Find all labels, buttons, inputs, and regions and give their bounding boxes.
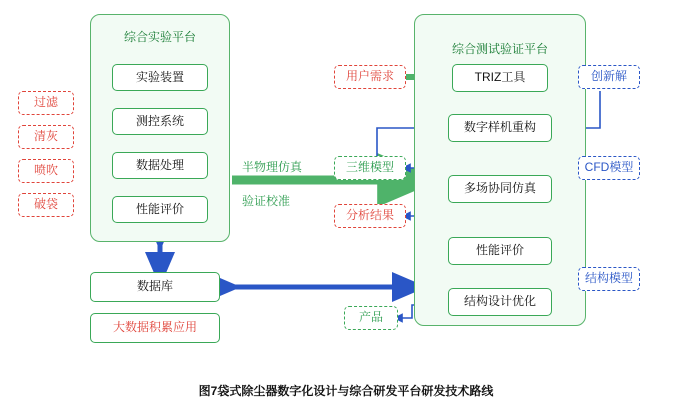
node-filtration[interactable]: 过滤 xyxy=(18,91,74,115)
node-experiment-device[interactable]: 实验装置 xyxy=(112,64,208,91)
node-triz-tool[interactable]: TRIZ工具 xyxy=(452,64,548,92)
label-semi-physical-simulation: 半物理仿真 xyxy=(242,160,303,174)
node-3d-model[interactable]: 三维模型 xyxy=(334,156,406,180)
node-dust-cleaning[interactable]: 清灰 xyxy=(18,125,74,149)
node-cfd-model[interactable]: CFD模型 xyxy=(578,156,640,180)
node-structure-design-optimization[interactable]: 结构设计优化 xyxy=(448,288,552,316)
node-pulse-jet[interactable]: 喷吹 xyxy=(18,159,74,183)
node-big-data-application[interactable]: 大数据积累应用 xyxy=(90,313,220,343)
node-innovative-solution[interactable]: 创新解 xyxy=(578,65,640,89)
label-verification-calibration: 验证校准 xyxy=(242,194,291,208)
node-measurement-control-system[interactable]: 测控系统 xyxy=(112,108,208,135)
node-user-requirements[interactable]: 用户需求 xyxy=(334,65,406,89)
node-product[interactable]: 产品 xyxy=(344,306,398,330)
node-data-processing[interactable]: 数据处理 xyxy=(112,152,208,179)
right-platform-title: 综合测试验证平台 xyxy=(451,42,548,56)
node-bag-rupture[interactable]: 破袋 xyxy=(18,193,74,217)
node-structure-model[interactable]: 结构模型 xyxy=(578,267,640,291)
node-digital-prototype-reconstruction[interactable]: 数字样机重构 xyxy=(448,114,552,142)
node-performance-evaluation-right[interactable]: 性能评价 xyxy=(448,237,552,265)
node-performance-evaluation-left[interactable]: 性能评价 xyxy=(112,196,208,223)
node-multi-field-cosimulation[interactable]: 多场协同仿真 xyxy=(448,175,552,203)
left-platform-title: 综合实验平台 xyxy=(123,30,196,44)
node-database[interactable]: 数据库 xyxy=(90,272,220,302)
figure-caption: 图7袋式除尘器数字化设计与综合研发平台研发技术路线 xyxy=(198,384,494,398)
right-platform-panel xyxy=(414,14,586,326)
node-analysis-results[interactable]: 分析结果 xyxy=(334,204,406,228)
